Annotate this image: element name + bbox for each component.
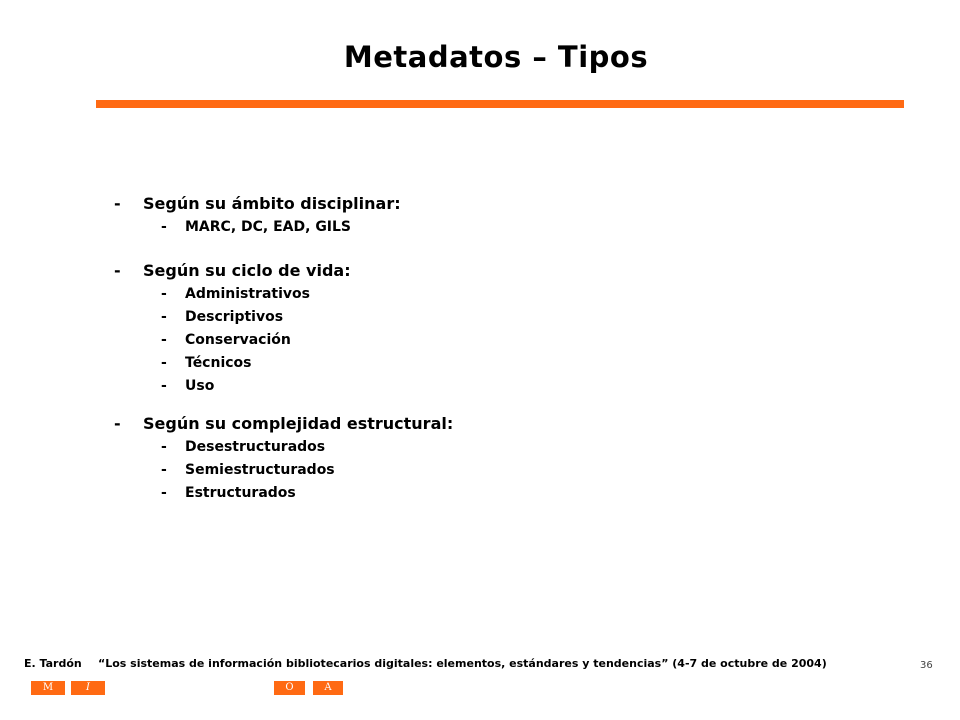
section-complejidad [114,412,874,505]
bullet-list [114,192,874,525]
list-item-text: Estructurados [185,485,296,501]
list-item-text: MARC, DC, EAD, GILS [185,219,352,235]
section-heading: - Según su ciclo de vida: [114,261,351,280]
section-heading-text: Según su ciclo de vida: [143,261,351,280]
list-item: - Semiestructurados [161,462,335,478]
list-item-text: Conservación [185,332,291,348]
footer-author: E. Tardón [24,657,82,670]
section-heading-text: Según su complejidad estructural: [143,414,454,433]
list-item: - MARC, DC, EAD, GILS [161,219,352,235]
list-item: - Desestructurados [161,439,326,455]
section-ciclo-vida [114,259,874,398]
page-number: 36 [920,660,933,671]
section-heading: - Según su ámbito disciplinar: [114,194,401,213]
nav-i-button[interactable]: I [71,681,105,695]
list-item-text: Semiestructurados [185,462,335,478]
list-item: - Estructurados [161,485,296,501]
list-item-text: Uso [185,378,215,394]
nav-a-button[interactable]: A [313,681,343,695]
footer-citation [24,657,827,670]
title-underline-bar [96,100,904,108]
list-item-text: Descriptivos [185,309,284,325]
list-item-text: Administrativos [185,286,310,302]
list-item-text: Técnicos [185,355,252,371]
nav-o-button[interactable]: O [274,681,305,695]
list-item: - Uso [161,378,215,394]
section-ambito [114,192,874,239]
list-item: - Técnicos [161,355,252,371]
section-heading: - Según su complejidad estructural: [114,414,454,433]
list-item: - Administrativos [161,286,310,302]
slide-title: Metadatos – Tipos [343,40,649,74]
list-item: - Conservación [161,332,291,348]
list-item-text: Desestructurados [185,439,326,455]
section-heading-text: Según su ámbito disciplinar: [143,194,401,213]
list-item: - Descriptivos [161,309,284,325]
nav-m-button[interactable]: M [31,681,65,695]
footer-event: “Los sistemas de información bibliotecarios digitales: elementos, estándares y tendencias” (4-7 de octubre de 2004) [98,657,827,670]
